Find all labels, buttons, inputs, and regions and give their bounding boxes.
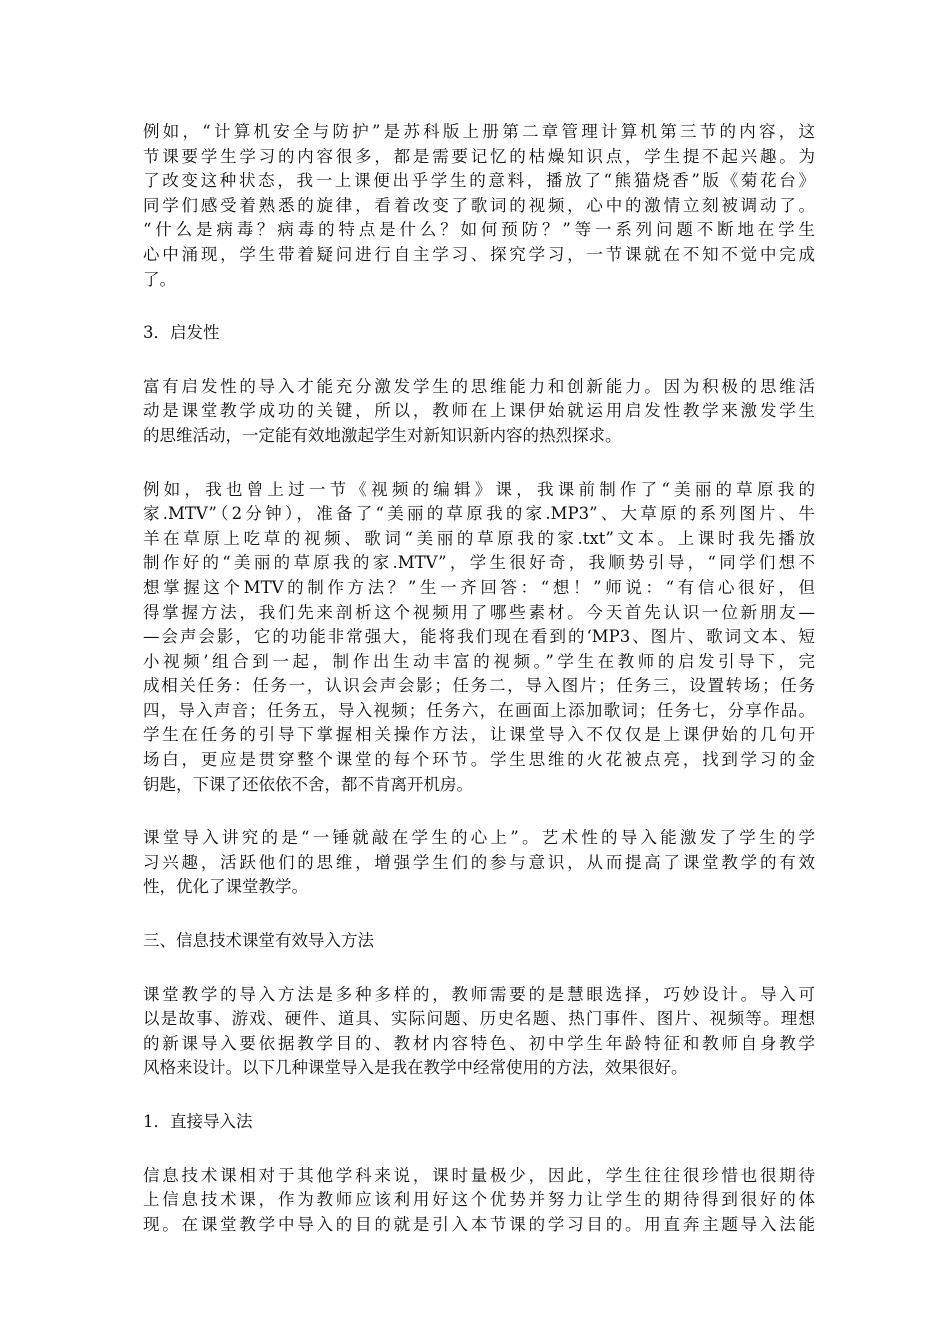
text-line: 课堂导入讲究的是“一锤就敲在学生的心上”。艺术性的导入能激发了学生的学	[143, 828, 815, 848]
section-heading	[143, 321, 815, 346]
text-line: 小视频’组合到一起，制作出生动丰富的视频。”学生在教师的启发引导下，完	[143, 651, 815, 671]
body-paragraph	[143, 120, 815, 292]
body-paragraph	[143, 1164, 815, 1238]
document-page	[143, 120, 815, 1266]
text-line: 以是故事、游戏、硬件、道具、实际问题、历史名题、热门事件、图片、视频等。理想	[143, 1009, 815, 1029]
text-line: 成相关任务：任务一，认识会声会影；任务二，导入图片；任务三，设置转场；任务	[143, 676, 815, 696]
body-paragraph	[143, 826, 815, 900]
text-line: 得掌握方法，我们先来剖析这个视频用了哪些素材。今天首先认识一位新朋友—	[143, 602, 815, 622]
text-line: 四，导入声音；任务五，导入视频；任务六，在画面上添加歌词；任务七，分享作品。	[143, 700, 815, 720]
text-line: 想掌握这个MTV的制作方法？”生一齐回答：“想！”师说：“有信心很好，但	[143, 577, 815, 597]
text-line: 例如，“计算机安全与防护”是苏科版上册第二章管理计算机第三节的内容，这	[143, 122, 815, 141]
text-line: 心中涌现，学生带着疑问进行自主学习、探究学习，一节课就在不知不觉中完成	[143, 244, 815, 264]
text-line: 的新课导入要依据教学目的、教材内容特色、初中学生年龄特征和教师自身教学	[143, 1033, 815, 1053]
text-line: “什么是病毒？病毒的特点是什么？如何预防？”等一系列问题不断地在学生	[143, 220, 815, 240]
text-line: 了。	[143, 269, 176, 289]
text-line: 节课要学生学习的内容很多，都是需要记忆的枯燥知识点，学生提不起兴趣。为	[143, 146, 815, 166]
text-line: 习兴趣，活跃他们的思维，增强学生们的参与意识，从而提高了课堂教学的有效	[143, 852, 815, 872]
text-line: 性，优化了课堂教学。	[143, 877, 308, 897]
text-line: 富有启发性的导入才能充分激发学生的思维能力和创新能力。因为积极的思维活	[143, 376, 815, 396]
text-line: 的思维活动，一定能有效地激起学生对新知识新内容的热烈探求。	[143, 425, 622, 445]
section-heading	[143, 929, 815, 954]
text-line: 动是课堂教学成功的关键，所以，教师在上课伊始就运用启发性教学来激发学生	[143, 401, 815, 421]
text-line: 信息技术课相对于其他学科来说，课时量极少，因此，学生往往很珍惜也很期待	[143, 1165, 815, 1185]
text-line: 了改变这种状态，我一上课便出乎学生的意料，播放了“熊猫烧香”版《菊花台》	[143, 171, 815, 191]
section-heading	[143, 1110, 815, 1135]
text-line: 现。在课堂教学中导入的目的就是引入本节课的学习目的。用直奔主题导入法能	[143, 1214, 815, 1234]
text-line: 制作好的“美丽的草原我的家.MTV”，学生很好奇，我顺势引导，“同学们想不	[143, 553, 815, 573]
text-line: 钥匙，下课了还依依不舍，都不肯离开机房。	[143, 774, 473, 794]
text-line: 风格来设计。以下几种课堂导入是我在教学中经常使用的方法，效果很好。	[143, 1058, 688, 1078]
text-line: 1．直接导入法	[143, 1112, 253, 1131]
body-paragraph	[143, 478, 815, 798]
text-line: 3．启发性	[143, 323, 220, 343]
text-line: 上信息技术课，作为教师应该利用好这个优势并努力让学生的期待得到很好的体	[143, 1190, 815, 1210]
text-line: 同学们感受着熟悉的旋律，看着改变了歌词的视频，心中的激情立刻被调动了。	[143, 195, 815, 215]
text-line: 场白，更应是贯穿整个课堂的每个环节。学生思维的火花被点亮，找到学习的金	[143, 750, 815, 770]
text-line: 家.MTV”（2分钟），准备了“美丽的草原我的家.MP3”、大草原的系列图片、牛	[143, 504, 815, 524]
text-line: 三、信息技术课堂有效导入方法	[143, 931, 374, 951]
text-line: 课堂教学的导入方法是多种多样的，教师需要的是慧眼选择，巧妙设计。导入可	[143, 984, 815, 1004]
text-line: 学生在任务的引导下掌握相关操作方法，让课堂导入不仅仅是上课伊始的几句开	[143, 725, 815, 745]
body-paragraph	[143, 983, 815, 1081]
text-line: 羊在草原上吃草的视频、歌词“美丽的草原我的家.txt”文本。上课时我先播放	[143, 528, 815, 548]
text-line: 例如，我也曾上过一节《视频的编辑》课，我课前制作了“美丽的草原我的	[143, 479, 815, 499]
body-paragraph	[143, 375, 815, 449]
text-line: —会声会影，它的功能非常强大，能将我们现在看到的‘MP3、图片、歌词文本、短	[143, 627, 815, 647]
